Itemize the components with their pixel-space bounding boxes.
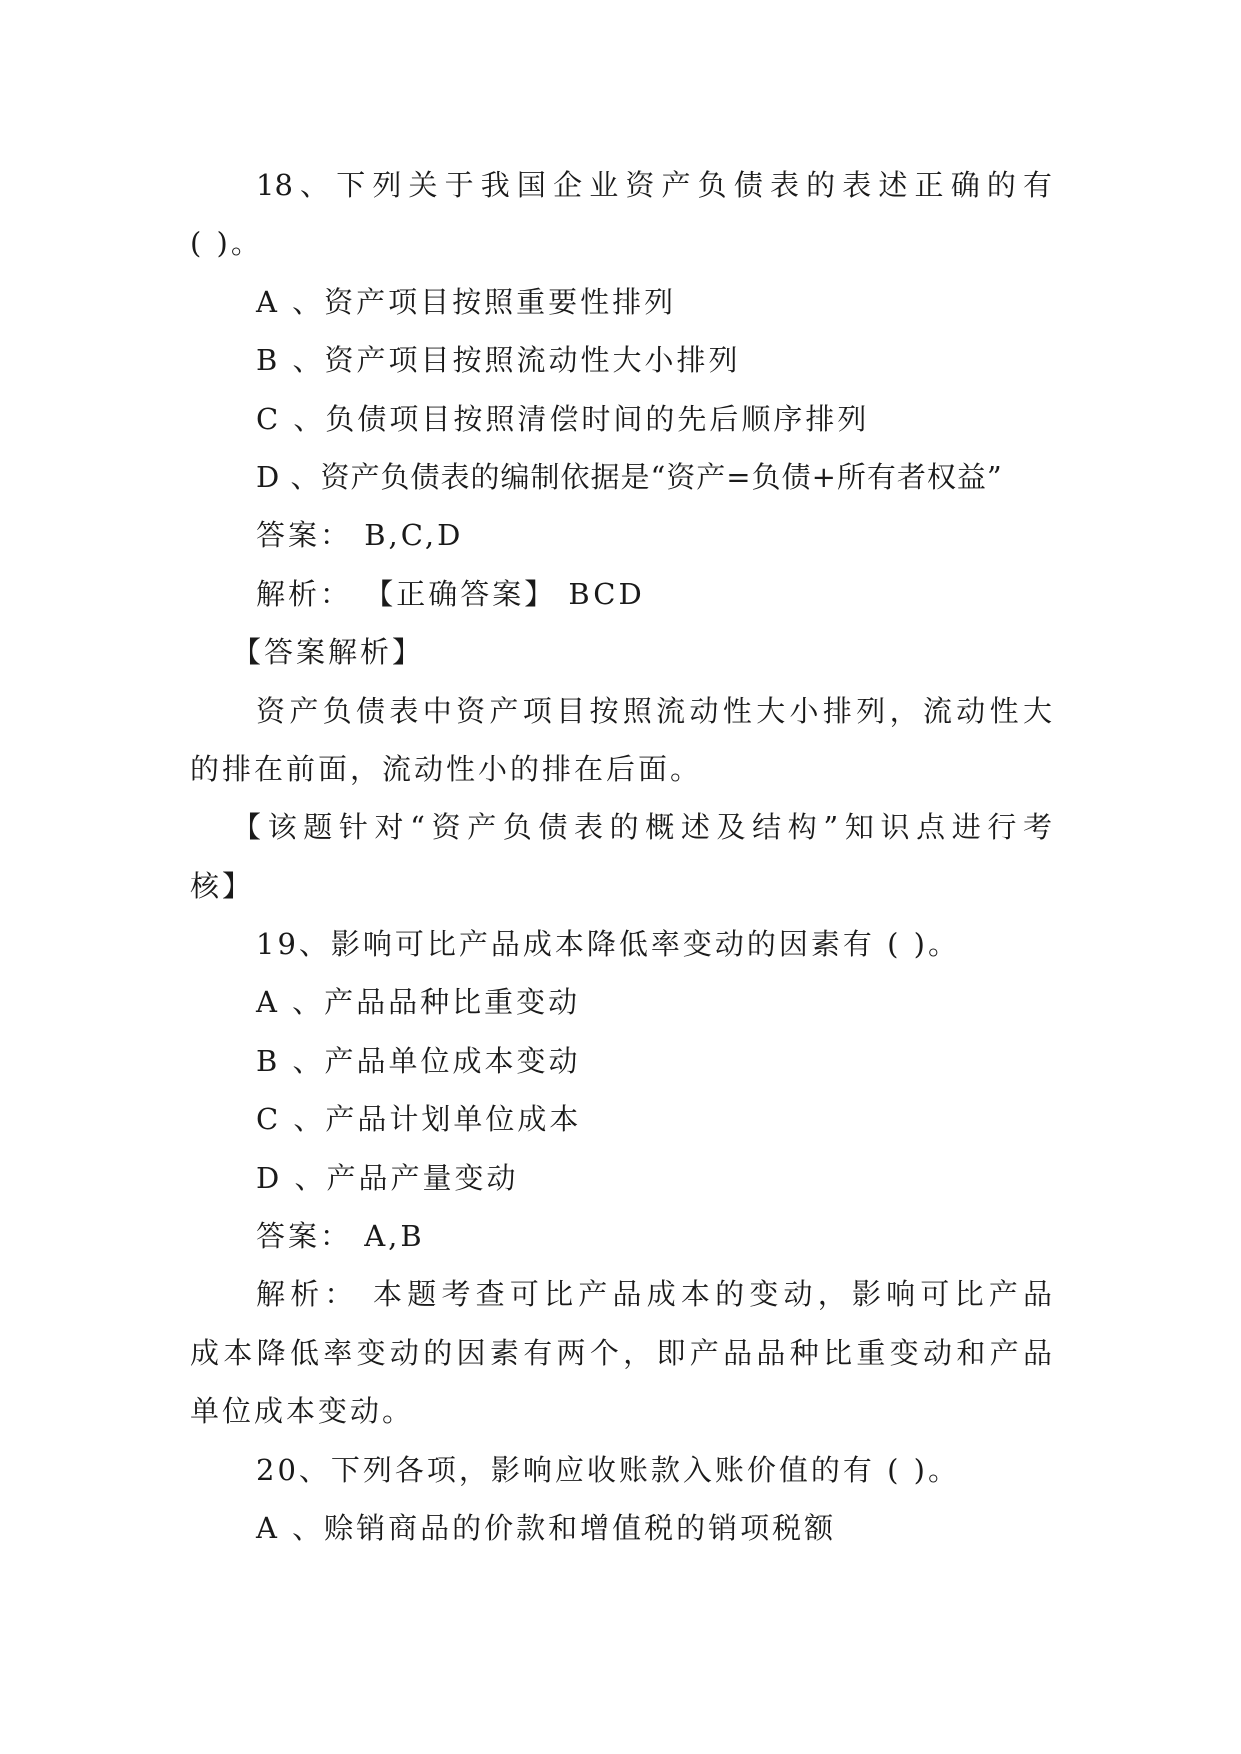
question-18-option-a: A 、资产项目按照重要性排列 bbox=[256, 284, 677, 319]
question-18-option-d: D 、资产负债表的编制依据是“资产=负债+所有者权益” bbox=[256, 459, 1003, 494]
document-page bbox=[190, 156, 1052, 1557]
question-18-option-c: C 、负债项目按照清偿时间的先后顺序排列 bbox=[256, 401, 870, 436]
question-18-analysis-heading: 【答案解析】 bbox=[232, 635, 425, 670]
question-19-answer: 答案： A,B bbox=[256, 1219, 425, 1254]
question-19-analysis: 解析： 本题考查可比产品成本的变动，影响可比产品 bbox=[256, 1277, 1052, 1312]
question-20-option-a: A 、赊销商品的价款和增值税的销项税额 bbox=[256, 1510, 837, 1545]
question-18-option-b: B 、资产项目按照流动性大小排列 bbox=[256, 343, 741, 378]
question-20-stem: 20、下列各项，影响应收账款入账价值的有 ( )。 bbox=[256, 1452, 960, 1487]
question-19-analysis-continued: 成本降低率变动的因素有两个，即产品品种比重变动和产品 bbox=[190, 1335, 1052, 1370]
question-18-stem-continued: ( )。 bbox=[190, 226, 263, 261]
question-19-option-c: C 、产品计划单位成本 bbox=[256, 1102, 582, 1137]
question-19-analysis-end: 单位成本变动。 bbox=[190, 1394, 415, 1429]
question-19-option-d: D 、产品产量变动 bbox=[256, 1160, 519, 1195]
question-19-stem: 19、影响可比产品成本降低率变动的因素有 ( )。 bbox=[256, 927, 960, 962]
question-18-answer: 答案： B,C,D bbox=[256, 518, 464, 553]
question-18-analysis: 解析： 【正确答案】 BCD bbox=[256, 576, 645, 611]
question-18-analysis-text: 资产负债表中资产项目按照流动性大小排列，流动性大 bbox=[256, 693, 1052, 728]
question-18-knowledge-point: 【该题针对“资产负债表的概述及结构”知识点进行考 bbox=[232, 810, 1052, 845]
question-18-stem: 18、下列关于我国企业资产负债表的表述正确的有 bbox=[256, 168, 1052, 202]
question-19-option-b: B 、产品单位成本变动 bbox=[256, 1043, 581, 1078]
question-18-knowledge-point-continued: 核】 bbox=[190, 868, 255, 903]
question-19-option-a: A 、产品品种比重变动 bbox=[256, 985, 581, 1020]
question-18-analysis-text-continued: 的排在前面，流动性小的排在后面。 bbox=[190, 751, 703, 786]
